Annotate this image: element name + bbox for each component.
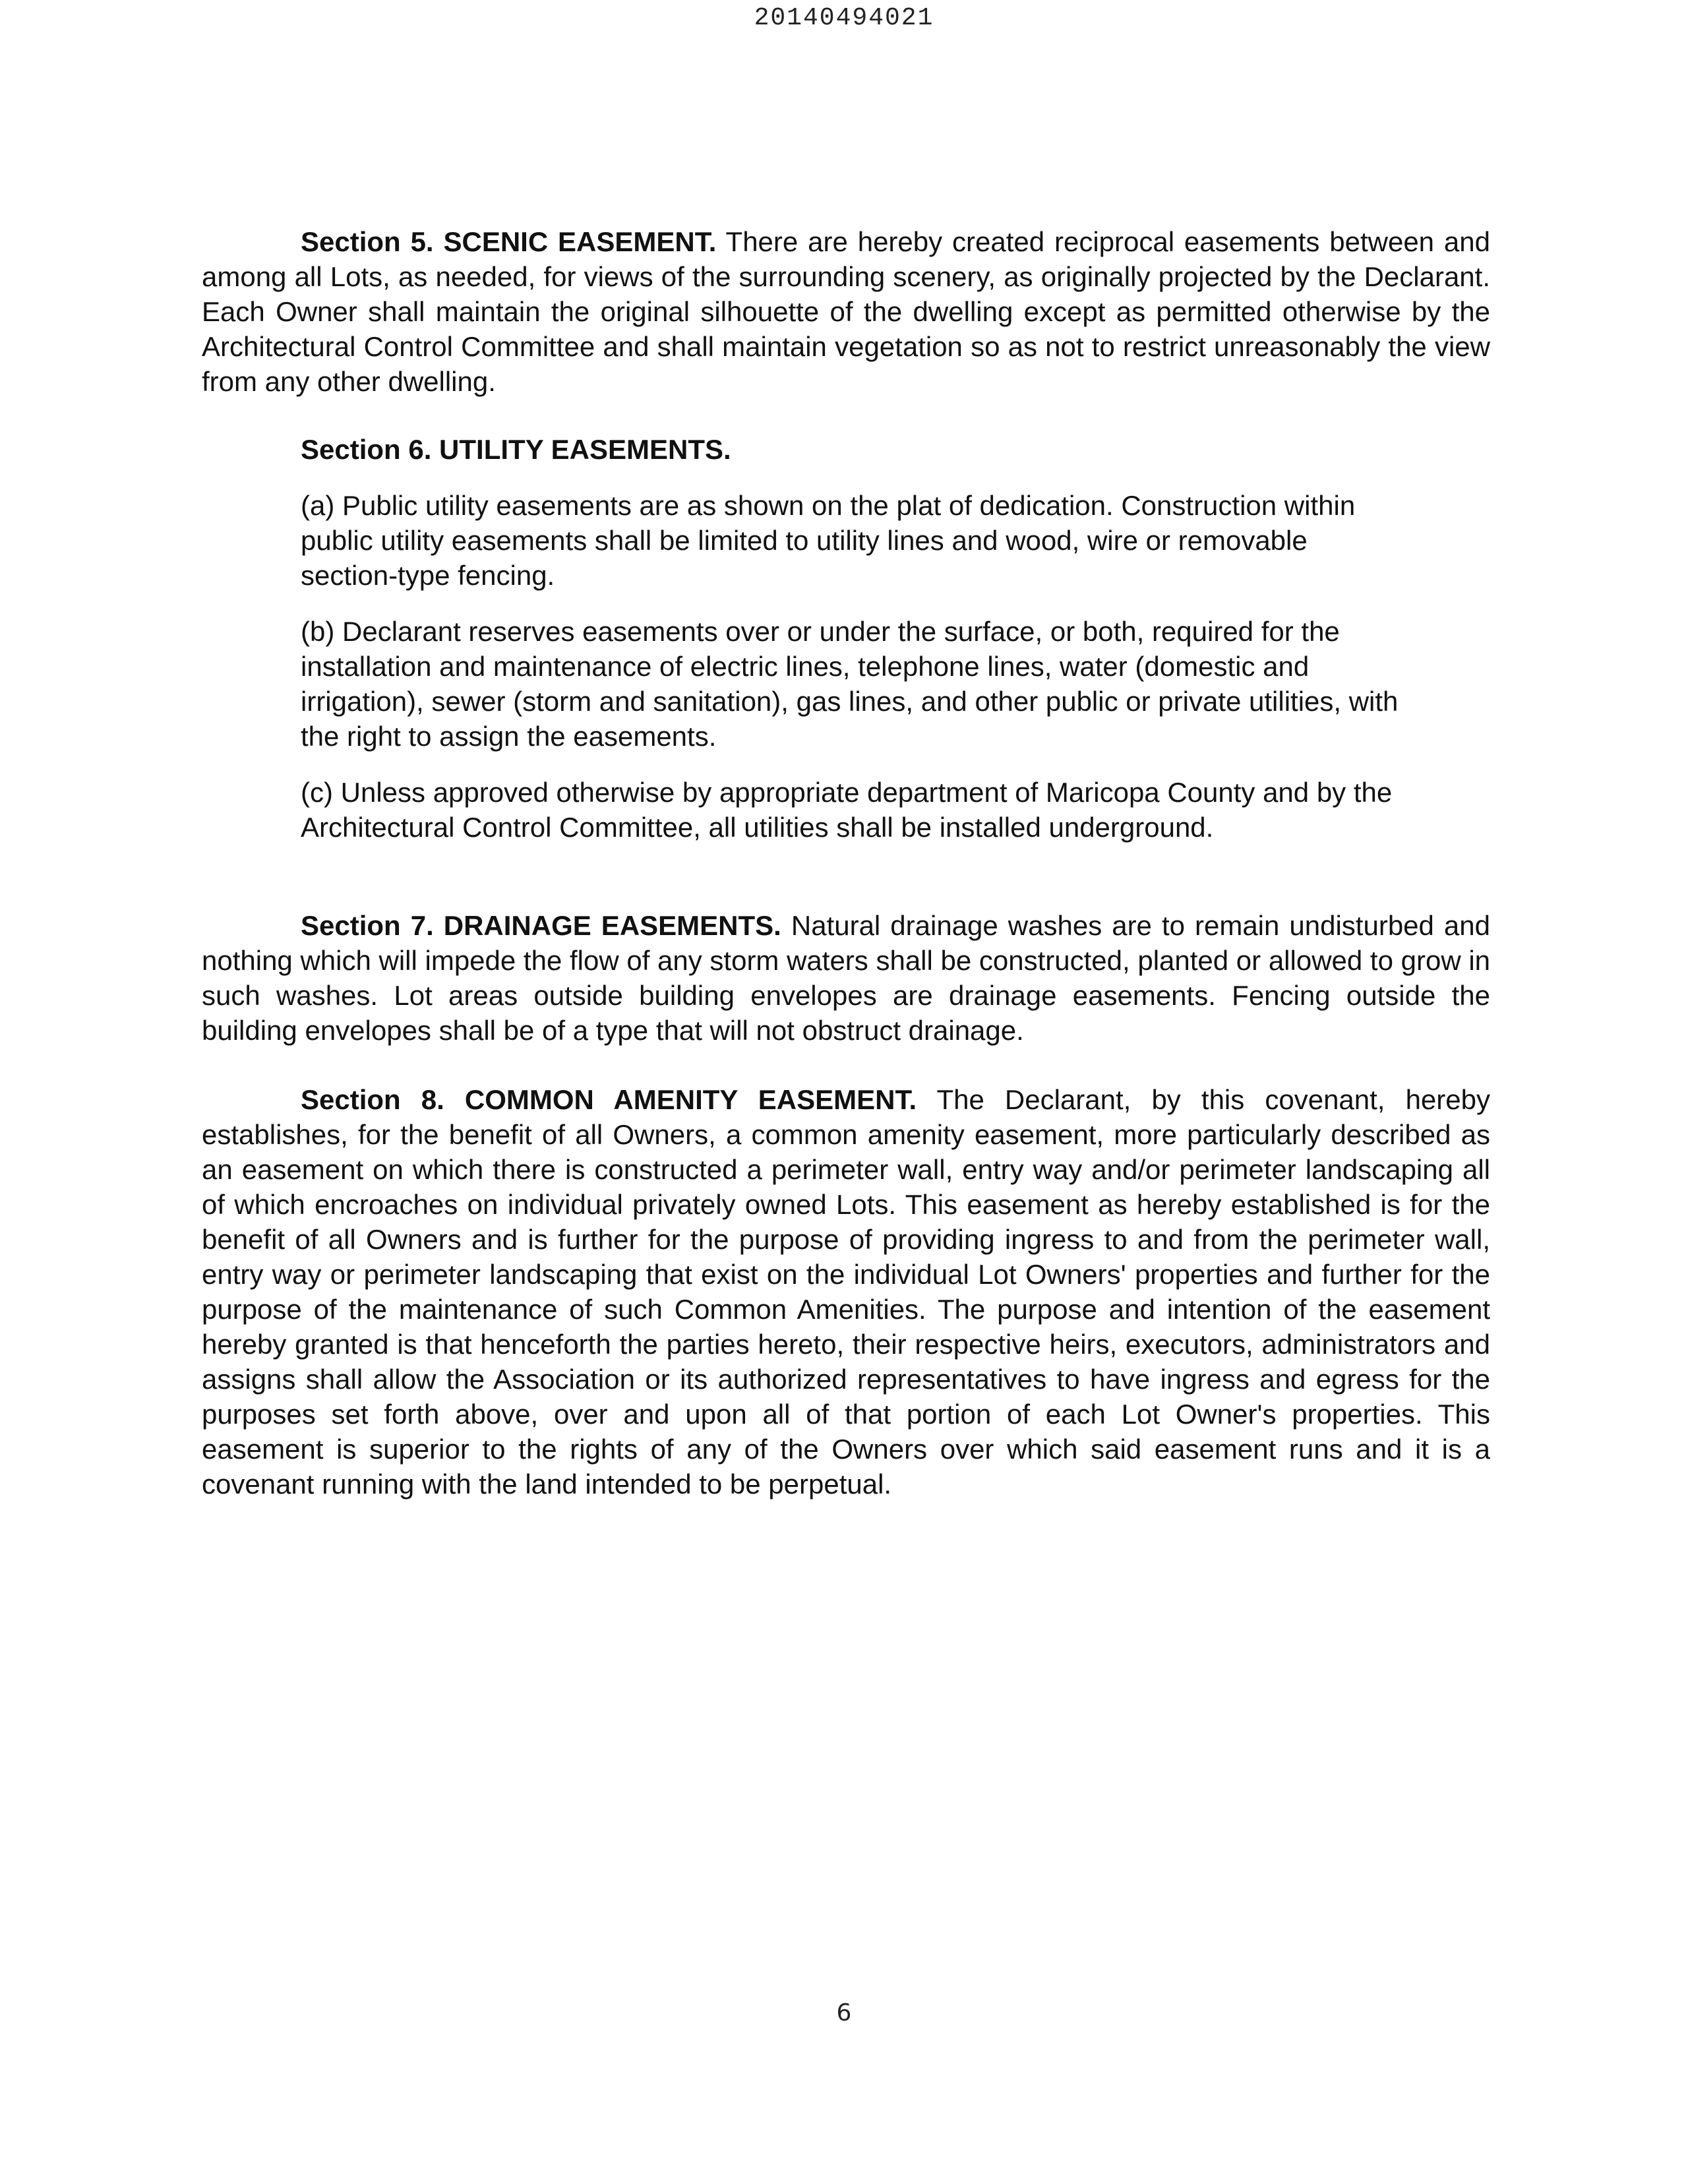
page-content — [202, 224, 1490, 1502]
section-6-clause-b: (b) Declarant reserves easements over or under the surface, or both, required for the installation and maintenance of electric lines, telephone lines, water (domestic and irrigation), sewer (storm and sanitation), gas lines, and other public or private utilities, with the right to assign the easements. — [301, 616, 1399, 752]
section-5-heading: Section 5. SCENIC EASEMENT. — [301, 226, 717, 257]
section-8-heading: Section 8. COMMON AMENITY EASEMENT. — [301, 1084, 917, 1115]
section-6-heading: Section 6. UTILITY EASEMENTS. — [301, 434, 731, 465]
section-5-body: There are hereby created reciprocal easements between and among all Lots, as needed, for views of the surrounding scenery, as originally projected by the Declarant. Each Owner shall maintain the original silhouette of the dwelling except as permitted otherwise by the Architectural Control Committee and shall maintain vegetation so as not to restrict unreasonably the view from any other dwelling. — [202, 226, 1490, 397]
section-5 — [202, 224, 1490, 399]
section-8-body: The Declarant, by this covenant, hereby establishes, for the benefit of all Owners, a common amenity easement, more particularly described as an easement on which there is constructed a perimeter wall, entry way and/or perimeter landscaping all of which encroaches on individual privately owned Lots. This easement as hereby established is for the benefit of all Owners and is further for the purpose of providing ingress to and from the perimeter wall, entry way or perimeter landscaping that exist on the individual Lot Owners' properties and further for the purpose of the maintenance of such Common Amenities. The purpose and intention of the easement hereby granted is that henceforth the parties hereto, their respective heirs, executors, administrators and assigns shall allow the Association or its authorized representatives to have ingress and egress for the purposes set forth above, over and upon all of that portion of each Lot Owner's properties. This easement is superior to the rights of any of the Owners over which said easement runs and it is a covenant running with the land intended to be perpetual. — [202, 1084, 1490, 1500]
section-7 — [202, 908, 1490, 1048]
section-6-clause-c: (c) Unless approved otherwise by appropriate department of Maricopa County and by the Architectural Control Committee, all utilities shall be installed underground. — [301, 777, 1393, 843]
document-number: 20140494021 — [754, 4, 934, 32]
section-7-body: Natural drainage washes are to remain undisturbed and nothing which will impede the flow of any storm waters shall be constructed, planted or allowed to grow in such washes. Lot areas outside building envelopes are drainage easements. Fencing outside the building envelopes shall be of a type that will not obstruct drainage. — [202, 910, 1491, 1046]
section-7-heading: Section 7. DRAINAGE EASEMENTS. — [301, 910, 781, 941]
section-8 — [202, 1082, 1490, 1502]
section-6-clause-a: (a) Public utility easements are as shown on the plat of dedication. Construction within public utility easements shall be limited to utility lines and wood, wire or removable section-type fencing. — [301, 490, 1356, 591]
page-number: 6 — [836, 1999, 852, 2026]
